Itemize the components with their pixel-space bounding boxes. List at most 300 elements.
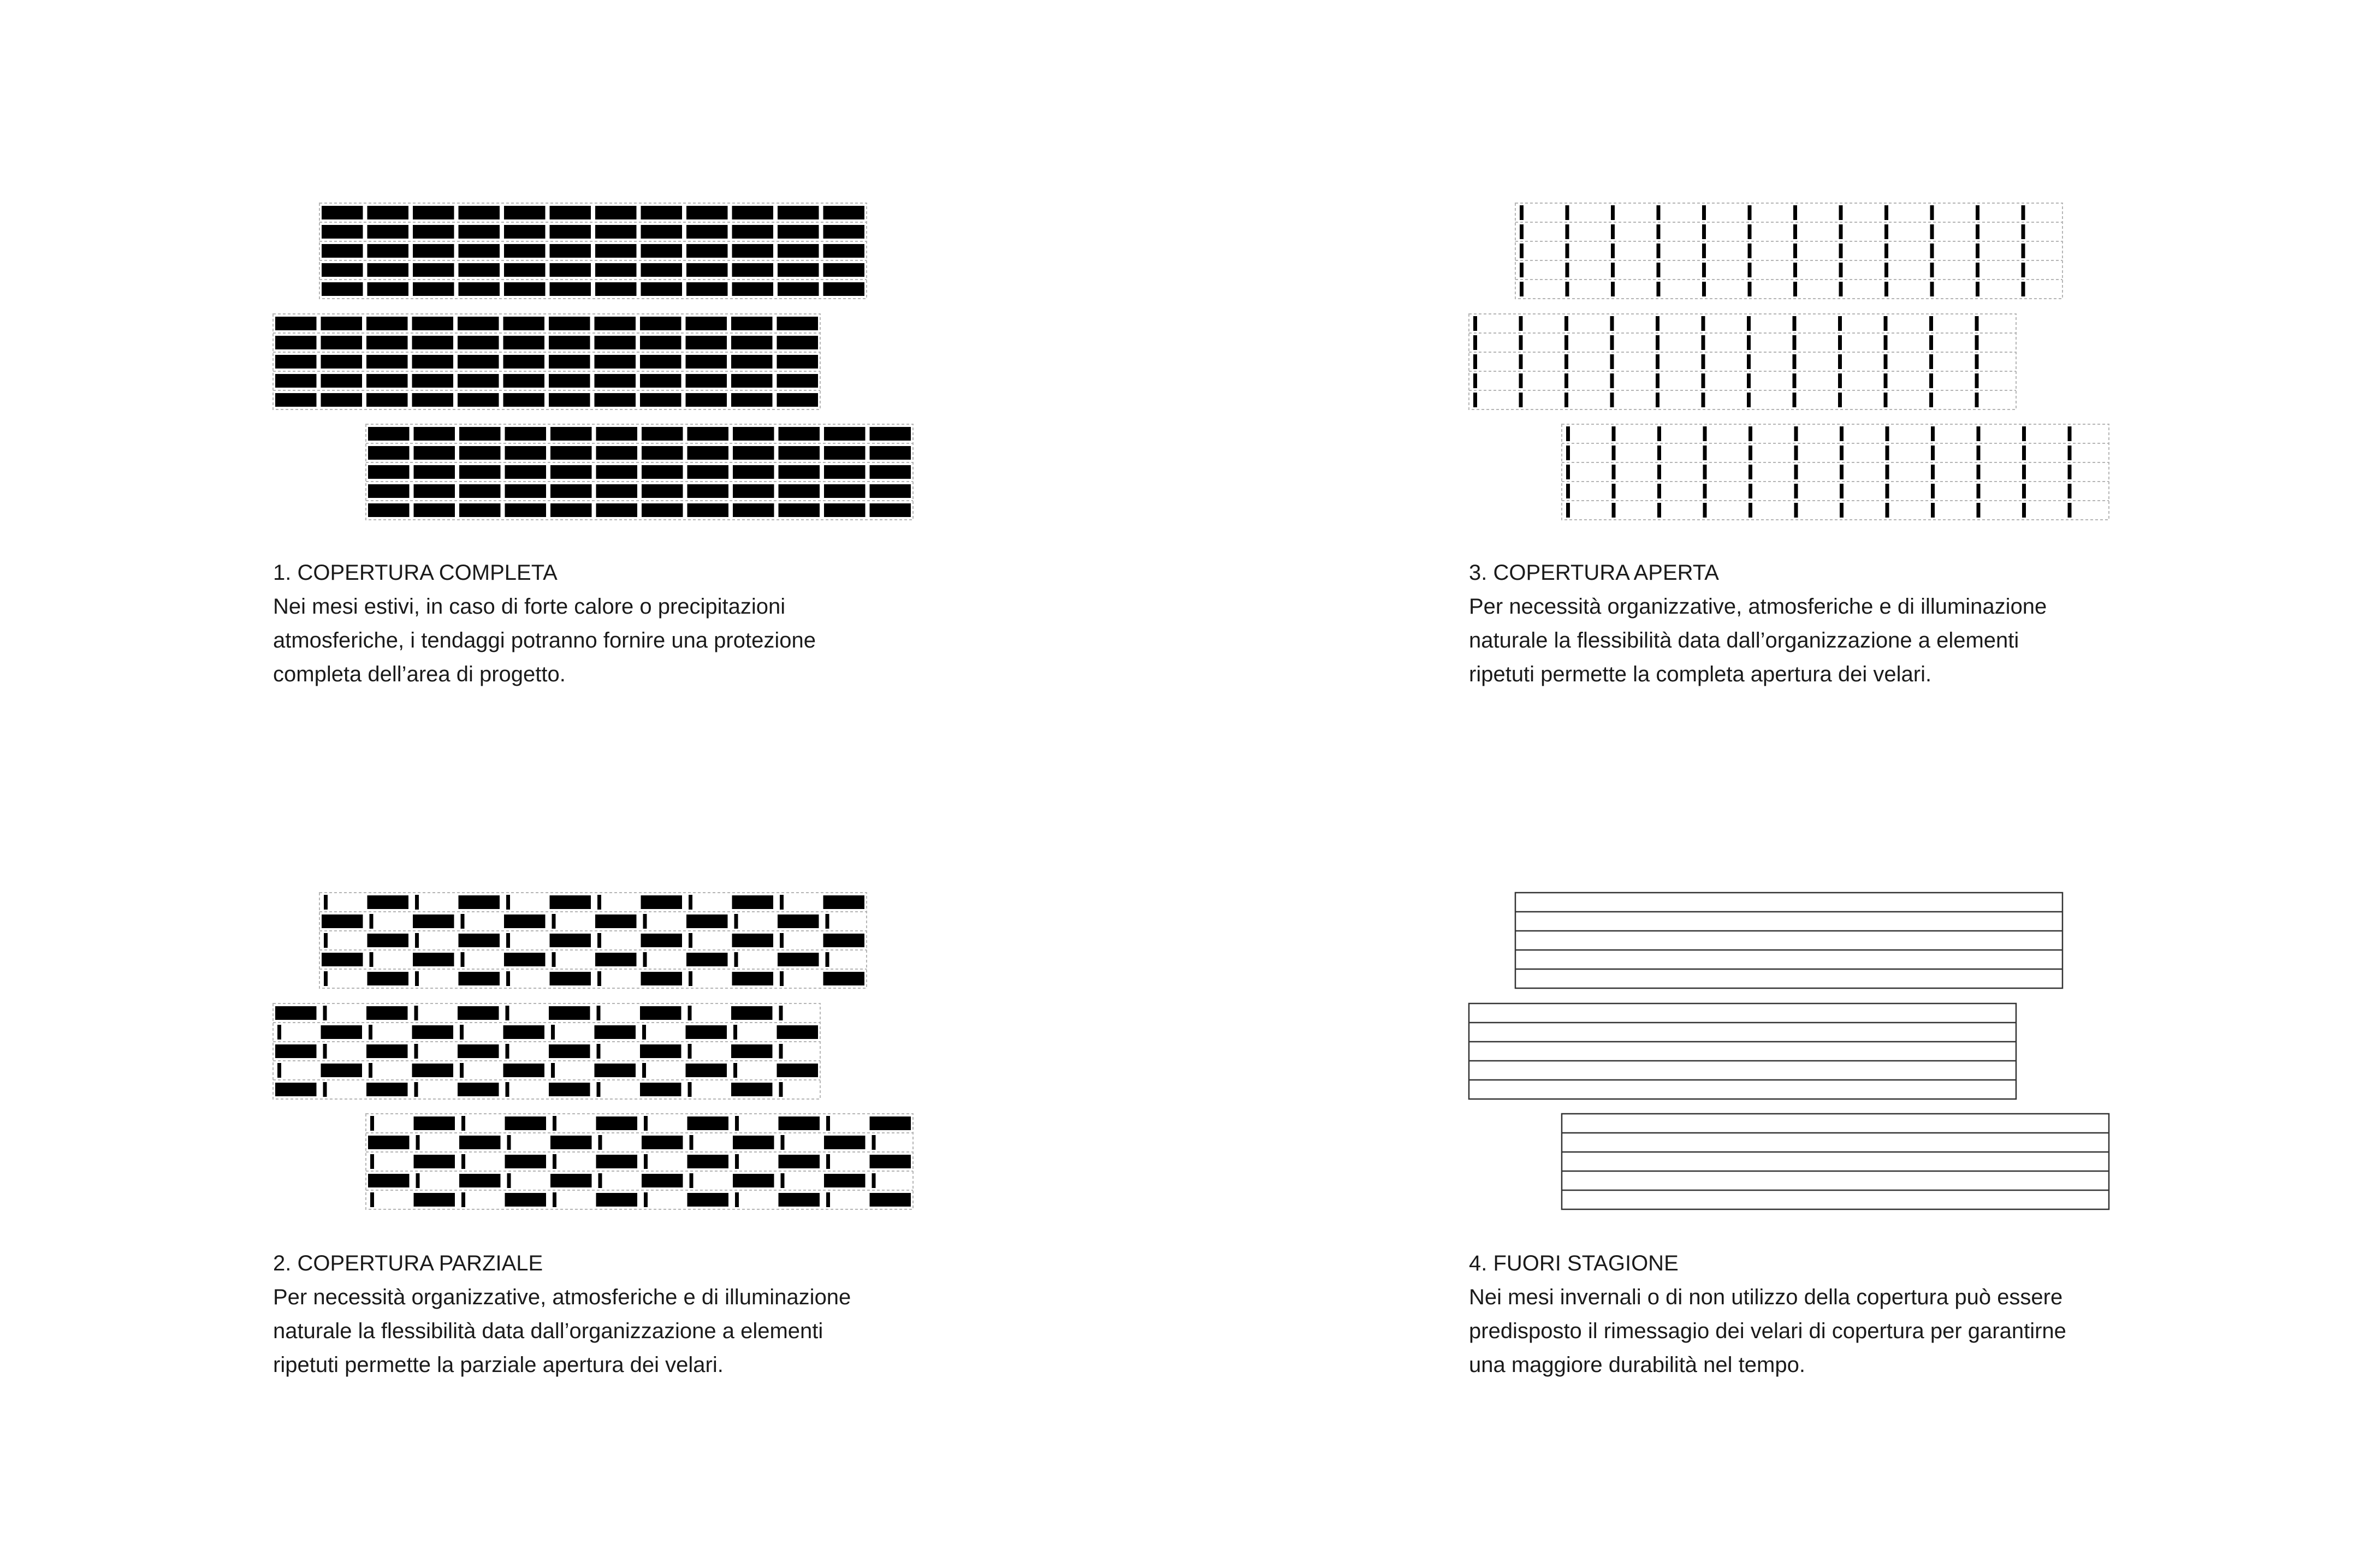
velario-closed	[687, 465, 729, 479]
velario-folded	[2022, 263, 2025, 277]
velario-folded	[1564, 335, 1568, 350]
velario-folded	[506, 1006, 509, 1020]
velario-closed	[731, 393, 773, 407]
velario-folded	[781, 1135, 785, 1150]
velario-closed	[550, 465, 592, 479]
velario-closed	[595, 206, 637, 219]
velario-closed	[412, 355, 454, 369]
velario-closed	[687, 1116, 729, 1130]
velario-closed	[368, 427, 410, 441]
velario-folded	[597, 933, 601, 948]
velario-folded	[2022, 465, 2026, 479]
velario-closed	[686, 244, 728, 258]
velario-folded	[2068, 484, 2072, 498]
velario-closed	[778, 263, 819, 277]
velario-closed	[824, 1174, 866, 1187]
velario-folded	[1519, 354, 1523, 369]
velario-closed	[322, 263, 363, 277]
caption-line: Per necessità organizzative, atmosferiche e di illuminazione	[273, 1285, 851, 1309]
velario-folded	[1702, 282, 1706, 296]
velario-folded	[1657, 484, 1661, 498]
caption-title: 1. COPERTURA COMPLETA	[273, 561, 558, 585]
velario-closed	[459, 244, 500, 258]
velario-folded	[1702, 393, 1705, 407]
canopy-strip	[273, 1003, 820, 1099]
velario-folded	[1657, 224, 1661, 239]
velario-folded	[689, 933, 692, 948]
velario-closed	[731, 374, 773, 388]
velario-closed	[778, 225, 819, 239]
velario-closed	[870, 1193, 911, 1207]
velario-folded	[735, 1116, 739, 1131]
velario-closed	[642, 1174, 683, 1187]
velario-folded	[826, 1154, 830, 1169]
velario-folded	[1473, 354, 1477, 369]
velario-closed	[505, 1155, 547, 1168]
velario-folded	[1657, 282, 1661, 296]
velario-closed	[505, 503, 547, 517]
velario-closed	[414, 503, 455, 517]
velario-closed	[823, 225, 865, 239]
velario-closed	[549, 1044, 590, 1058]
velario-folded	[414, 1082, 418, 1097]
velario-closed	[641, 263, 683, 277]
velario-folded	[1566, 282, 1569, 296]
velario-folded	[1748, 484, 1752, 498]
velario-folded	[1747, 373, 1751, 388]
velario-folded	[1838, 393, 1842, 407]
velario-folded	[414, 1044, 418, 1059]
velario-folded	[1839, 243, 1843, 258]
velario-closed	[414, 446, 455, 460]
velario-closed	[413, 225, 454, 239]
velario-folded	[779, 1006, 783, 1020]
velario-folded	[1566, 484, 1570, 498]
velario-folded	[461, 1154, 465, 1169]
velario-folded	[1473, 393, 1477, 407]
velario-folded	[1748, 224, 1752, 239]
velario-closed	[413, 282, 454, 296]
velario-closed	[368, 972, 409, 985]
velario-folded	[690, 1135, 694, 1150]
velario-folded	[689, 895, 692, 910]
velario-folded	[642, 1025, 646, 1040]
velario-folded	[416, 1135, 420, 1150]
velario-folded	[461, 952, 465, 967]
velario-folded	[1656, 373, 1659, 388]
velario-closed	[321, 355, 363, 369]
velario-folded	[1612, 446, 1616, 460]
velario-folded	[1702, 354, 1705, 369]
strip-grid-frame	[1515, 203, 2062, 299]
velario-closed	[595, 355, 636, 369]
caption-line: completa dell’area di progetto.	[273, 662, 566, 686]
velario-folded	[1929, 373, 1933, 388]
canopy-strip	[273, 314, 820, 409]
caption-line: atmosferiche, i tendaggi potranno fornire una protezione	[273, 628, 816, 652]
velario-closed	[549, 336, 590, 349]
velario-closed	[275, 1083, 317, 1096]
velario-folded	[1657, 205, 1661, 220]
velario-closed	[458, 1083, 499, 1096]
velario-closed	[733, 465, 774, 479]
velario-folded	[1703, 426, 1707, 441]
velario-closed	[870, 427, 911, 441]
velario-closed	[458, 374, 499, 388]
velario-folded	[323, 1006, 327, 1020]
velario-folded	[642, 1063, 646, 1078]
velario-closed	[823, 282, 865, 296]
velario-folded	[597, 971, 601, 986]
velario-folded	[826, 1192, 830, 1207]
velario-closed	[321, 393, 363, 407]
velario-folded	[1564, 393, 1568, 407]
velario-closed	[870, 1155, 911, 1168]
velario-closed	[779, 484, 820, 498]
velario-closed	[504, 282, 546, 296]
velario-folded	[826, 952, 829, 967]
velario-closed	[503, 1064, 545, 1077]
velario-closed	[641, 225, 683, 239]
velario-closed	[414, 1193, 455, 1207]
velario-folded	[1975, 354, 1979, 369]
velario-folded	[1793, 354, 1797, 369]
velario-closed	[778, 244, 819, 258]
velario-closed	[322, 206, 363, 219]
velario-closed	[642, 484, 683, 498]
canopy-strip	[1562, 424, 2109, 520]
velario-folded	[552, 952, 556, 967]
velario-folded	[779, 1082, 783, 1097]
velario-closed	[731, 355, 773, 369]
velario-closed	[641, 934, 683, 947]
velario-closed	[731, 336, 773, 349]
velario-folded	[2022, 484, 2026, 498]
velario-closed	[733, 446, 774, 460]
velario-closed	[642, 446, 683, 460]
velario-closed	[550, 1174, 592, 1187]
velario-closed	[595, 317, 636, 330]
velario-folded	[1610, 335, 1614, 350]
velario-folded	[2022, 282, 2025, 296]
velario-folded	[1611, 263, 1615, 277]
velario-folded	[1566, 243, 1569, 258]
velario-folded	[689, 971, 692, 986]
velario-closed	[368, 282, 409, 296]
velario-closed	[686, 1064, 727, 1077]
velario-closed	[459, 1136, 501, 1149]
velario-folded	[324, 895, 328, 910]
velario-folded	[1975, 335, 1979, 350]
velario-closed	[732, 244, 774, 258]
velario-closed	[458, 355, 499, 369]
velario-closed	[778, 914, 819, 928]
velario-folded	[1564, 373, 1568, 388]
velario-folded	[506, 971, 510, 986]
velario-closed	[824, 1136, 866, 1149]
strip-grid-frame	[1469, 314, 2016, 409]
velario-closed	[275, 317, 317, 330]
velario-closed	[595, 225, 637, 239]
velario-closed	[275, 1006, 317, 1020]
velario-closed	[368, 446, 410, 460]
velario-folded	[1703, 503, 1707, 518]
caption-3	[1469, 556, 2151, 691]
velario-closed	[413, 263, 454, 277]
velario-folded	[1702, 243, 1706, 258]
velario-folded	[1747, 393, 1751, 407]
velario-closed	[596, 465, 638, 479]
velario-folded	[1794, 426, 1798, 441]
velario-folded	[1793, 243, 1797, 258]
velario-closed	[686, 374, 727, 388]
velario-closed	[824, 503, 866, 517]
diagram-panel-4	[1469, 893, 2109, 1209]
caption-line: naturale la flessibilità data dall’organizzazione a elementi	[273, 1319, 823, 1343]
caption-line: Nei mesi estivi, in caso di forte calore o precipitazioni	[273, 595, 786, 619]
velario-closed	[641, 895, 683, 909]
velario-closed	[731, 1083, 773, 1096]
velario-closed	[595, 393, 636, 407]
velario-closed	[459, 263, 500, 277]
velario-folded	[734, 952, 738, 967]
velario-closed	[640, 1006, 681, 1020]
velario-folded	[1520, 263, 1524, 277]
velario-folded	[688, 1082, 692, 1097]
velario-folded	[780, 971, 784, 986]
velario-closed	[412, 393, 454, 407]
velario-closed	[823, 206, 865, 219]
velario-closed	[777, 355, 819, 369]
velario-closed	[779, 465, 820, 479]
velario-folded	[370, 952, 374, 967]
velario-folded	[370, 914, 374, 929]
velario-folded	[735, 1192, 739, 1207]
strip-grid-frame	[1562, 424, 2109, 520]
velario-folded	[1566, 465, 1570, 479]
velario-closed	[321, 374, 363, 388]
velario-folded	[1566, 426, 1570, 441]
velario-folded	[1886, 465, 1889, 479]
velario-folded	[1930, 263, 1934, 277]
canopy-strip	[1515, 203, 2062, 299]
velario-folded	[461, 1116, 465, 1131]
velario-folded	[1976, 282, 1979, 296]
velario-folded	[1931, 484, 1935, 498]
velario-folded	[1793, 205, 1797, 220]
caption-line: naturale la flessibilità data dall’organizzazione a elementi	[1469, 628, 2019, 652]
velario-closed	[458, 336, 499, 349]
velario-folded	[414, 1006, 418, 1020]
velario-folded	[551, 1063, 555, 1078]
velario-folded	[643, 914, 647, 929]
caption-2	[273, 1246, 956, 1382]
velario-folded	[1566, 503, 1570, 518]
velario-folded	[1884, 373, 1888, 388]
velario-folded	[1748, 243, 1752, 258]
velario-closed	[275, 393, 317, 407]
velario-closed	[503, 393, 545, 407]
velario-folded	[598, 1135, 602, 1150]
velario-folded	[1884, 224, 1888, 239]
velario-closed	[321, 1064, 363, 1077]
velario-folded	[506, 1044, 509, 1059]
velario-folded	[506, 895, 510, 910]
velario-folded	[324, 933, 328, 948]
velario-folded	[597, 1006, 601, 1020]
velario-folded	[1657, 426, 1661, 441]
velario-folded	[1840, 446, 1844, 460]
velario-closed	[640, 393, 681, 407]
velario-folded	[1611, 282, 1615, 296]
velario-folded	[1838, 335, 1842, 350]
velario-closed	[640, 336, 681, 349]
velario-closed	[777, 374, 819, 388]
velario-closed	[870, 465, 911, 479]
velario-folded	[1519, 393, 1523, 407]
velario-closed	[321, 1025, 363, 1039]
velario-folded	[1564, 316, 1568, 331]
velario-closed	[366, 317, 408, 330]
velario-closed	[778, 206, 819, 219]
velario-folded	[1930, 224, 1934, 239]
velario-closed	[731, 1006, 773, 1020]
velario-folded	[598, 1173, 602, 1188]
velario-closed	[368, 263, 409, 277]
velario-folded	[1838, 316, 1842, 331]
velario-folded	[1840, 503, 1844, 518]
velario-closed	[413, 914, 454, 928]
velario-closed	[550, 1136, 592, 1149]
velario-closed	[549, 1083, 590, 1096]
velario-closed	[459, 206, 500, 219]
velario-closed	[504, 206, 546, 219]
velario-closed	[595, 953, 637, 966]
velario-folded	[1520, 205, 1524, 220]
velario-closed	[504, 263, 546, 277]
velario-folded	[1748, 205, 1752, 220]
velario-closed	[366, 355, 408, 369]
caption-title: 3. COPERTURA APERTA	[1469, 561, 1719, 585]
velario-closed	[595, 282, 637, 296]
velario-closed	[687, 484, 729, 498]
velario-folded	[323, 1082, 327, 1097]
diagram-panel-3	[1469, 203, 2109, 520]
velario-closed	[596, 427, 638, 441]
velario-closed	[732, 895, 774, 909]
caption-line: Per necessità organizzative, atmosferiche e di illuminazione	[1469, 595, 2047, 619]
velario-folded	[1612, 426, 1616, 441]
velario-folded	[1840, 465, 1844, 479]
velario-closed	[732, 263, 774, 277]
velario-folded	[1884, 282, 1888, 296]
velario-closed	[642, 1136, 683, 1149]
velario-folded	[1656, 393, 1659, 407]
velario-closed	[733, 427, 774, 441]
velario-folded	[1793, 335, 1797, 350]
velario-folded	[1839, 205, 1843, 220]
velario-folded	[2068, 503, 2072, 518]
velario-folded	[1520, 224, 1524, 239]
velario-folded	[597, 895, 601, 910]
velario-closed	[824, 484, 866, 498]
velario-folded	[1519, 335, 1523, 350]
velario-closed	[550, 895, 591, 909]
velario-closed	[412, 1025, 454, 1039]
canopy-strip	[366, 1114, 913, 1209]
velario-folded	[1977, 426, 1981, 441]
velario-closed	[458, 1006, 499, 1020]
velario-closed	[731, 317, 773, 330]
velario-closed	[733, 503, 774, 517]
velario-folded	[1884, 316, 1888, 331]
velario-folded	[1794, 503, 1798, 518]
velario-folded	[1612, 484, 1616, 498]
velario-folded	[1930, 205, 1934, 220]
velario-closed	[412, 317, 454, 330]
velario-closed	[366, 1083, 408, 1096]
diagram-panel-2	[273, 893, 913, 1209]
velario-folded	[1656, 354, 1659, 369]
velario-folded	[1838, 354, 1842, 369]
velario-folded	[1976, 224, 1979, 239]
velario-folded	[1977, 484, 1981, 498]
velario-folded	[2022, 503, 2026, 518]
velario-folded	[1473, 373, 1477, 388]
velario-closed	[505, 427, 547, 441]
velario-closed	[275, 374, 317, 388]
velario-closed	[779, 1116, 820, 1130]
velario-closed	[686, 355, 727, 369]
velario-folded	[1793, 263, 1797, 277]
velario-closed	[732, 206, 774, 219]
velario-closed	[550, 503, 592, 517]
velario-closed	[686, 282, 728, 296]
velario-closed	[640, 1083, 681, 1096]
velario-closed	[824, 446, 866, 460]
velario-folded	[1702, 335, 1705, 350]
velario-folded	[733, 1063, 737, 1078]
velario-closed	[550, 427, 592, 441]
velario-closed	[275, 1044, 317, 1058]
velario-folded	[1884, 243, 1888, 258]
velario-folded	[1976, 205, 1979, 220]
velario-closed	[779, 503, 820, 517]
velario-folded	[1886, 446, 1889, 460]
velario-closed	[368, 244, 409, 258]
velario-closed	[870, 1116, 911, 1130]
velario-closed	[412, 1064, 454, 1077]
caption-line: predisposto il rimessagio dei velari di copertura per garantirne	[1469, 1319, 2066, 1343]
velario-closed	[596, 446, 638, 460]
velario-closed	[368, 1174, 410, 1187]
velario-closed	[823, 972, 865, 985]
velario-folded	[644, 1116, 648, 1131]
velario-closed	[641, 206, 683, 219]
velario-closed	[641, 972, 683, 985]
velario-closed	[686, 914, 728, 928]
velario-closed	[596, 1155, 638, 1168]
velario-closed	[687, 503, 729, 517]
canopy-strip	[1562, 1114, 2109, 1209]
velario-closed	[777, 317, 819, 330]
velario-closed	[641, 282, 683, 296]
velario-closed	[640, 1044, 681, 1058]
velario-folded	[1840, 426, 1844, 441]
velario-folded	[734, 914, 738, 929]
velario-folded	[277, 1025, 281, 1040]
caption-title: 4. FUORI STAGIONE	[1469, 1251, 1679, 1275]
